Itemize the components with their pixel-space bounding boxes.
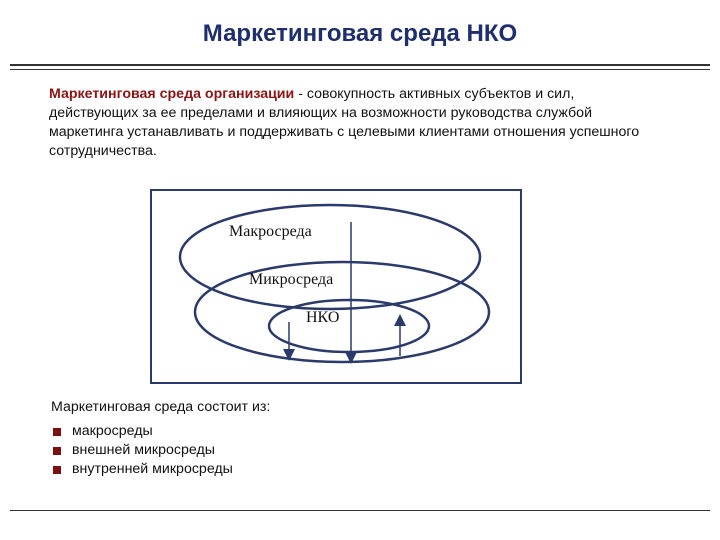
bottom-divider xyxy=(10,510,710,511)
macro-environment-label: Макросреда xyxy=(229,223,312,240)
list-item-label: внешней микросреды xyxy=(72,442,215,458)
list-item xyxy=(51,460,233,479)
square-bullet-icon xyxy=(53,428,61,436)
micro-environment-label: Микросреда xyxy=(249,271,334,288)
list-item xyxy=(51,441,233,460)
definition-term: Маркетинговая среда организации xyxy=(49,86,295,102)
macro-environment-ellipse xyxy=(180,205,480,309)
list-item-label: макросреды xyxy=(72,423,153,439)
definition-text: - совокупность активных субъектов и сил, действующих за ее пределами и влияющих на возможности руководства службой маркетинга устанавливать и поддерживать с целевыми клиентами отношения успешного сотрудничества. xyxy=(49,86,640,159)
micro-environment-ellipse xyxy=(195,262,489,362)
square-bullet-icon xyxy=(53,466,61,474)
square-bullet-icon xyxy=(53,447,61,455)
composition-intro: Маркетинговая среда состоит из: xyxy=(51,399,271,415)
composition-list xyxy=(51,422,233,479)
slide-title: Маркетинговая среда НКО xyxy=(202,20,518,47)
nko-label: НКО xyxy=(306,309,340,326)
list-item xyxy=(51,422,233,441)
list-item-label: внутренней микросреды xyxy=(72,461,233,477)
